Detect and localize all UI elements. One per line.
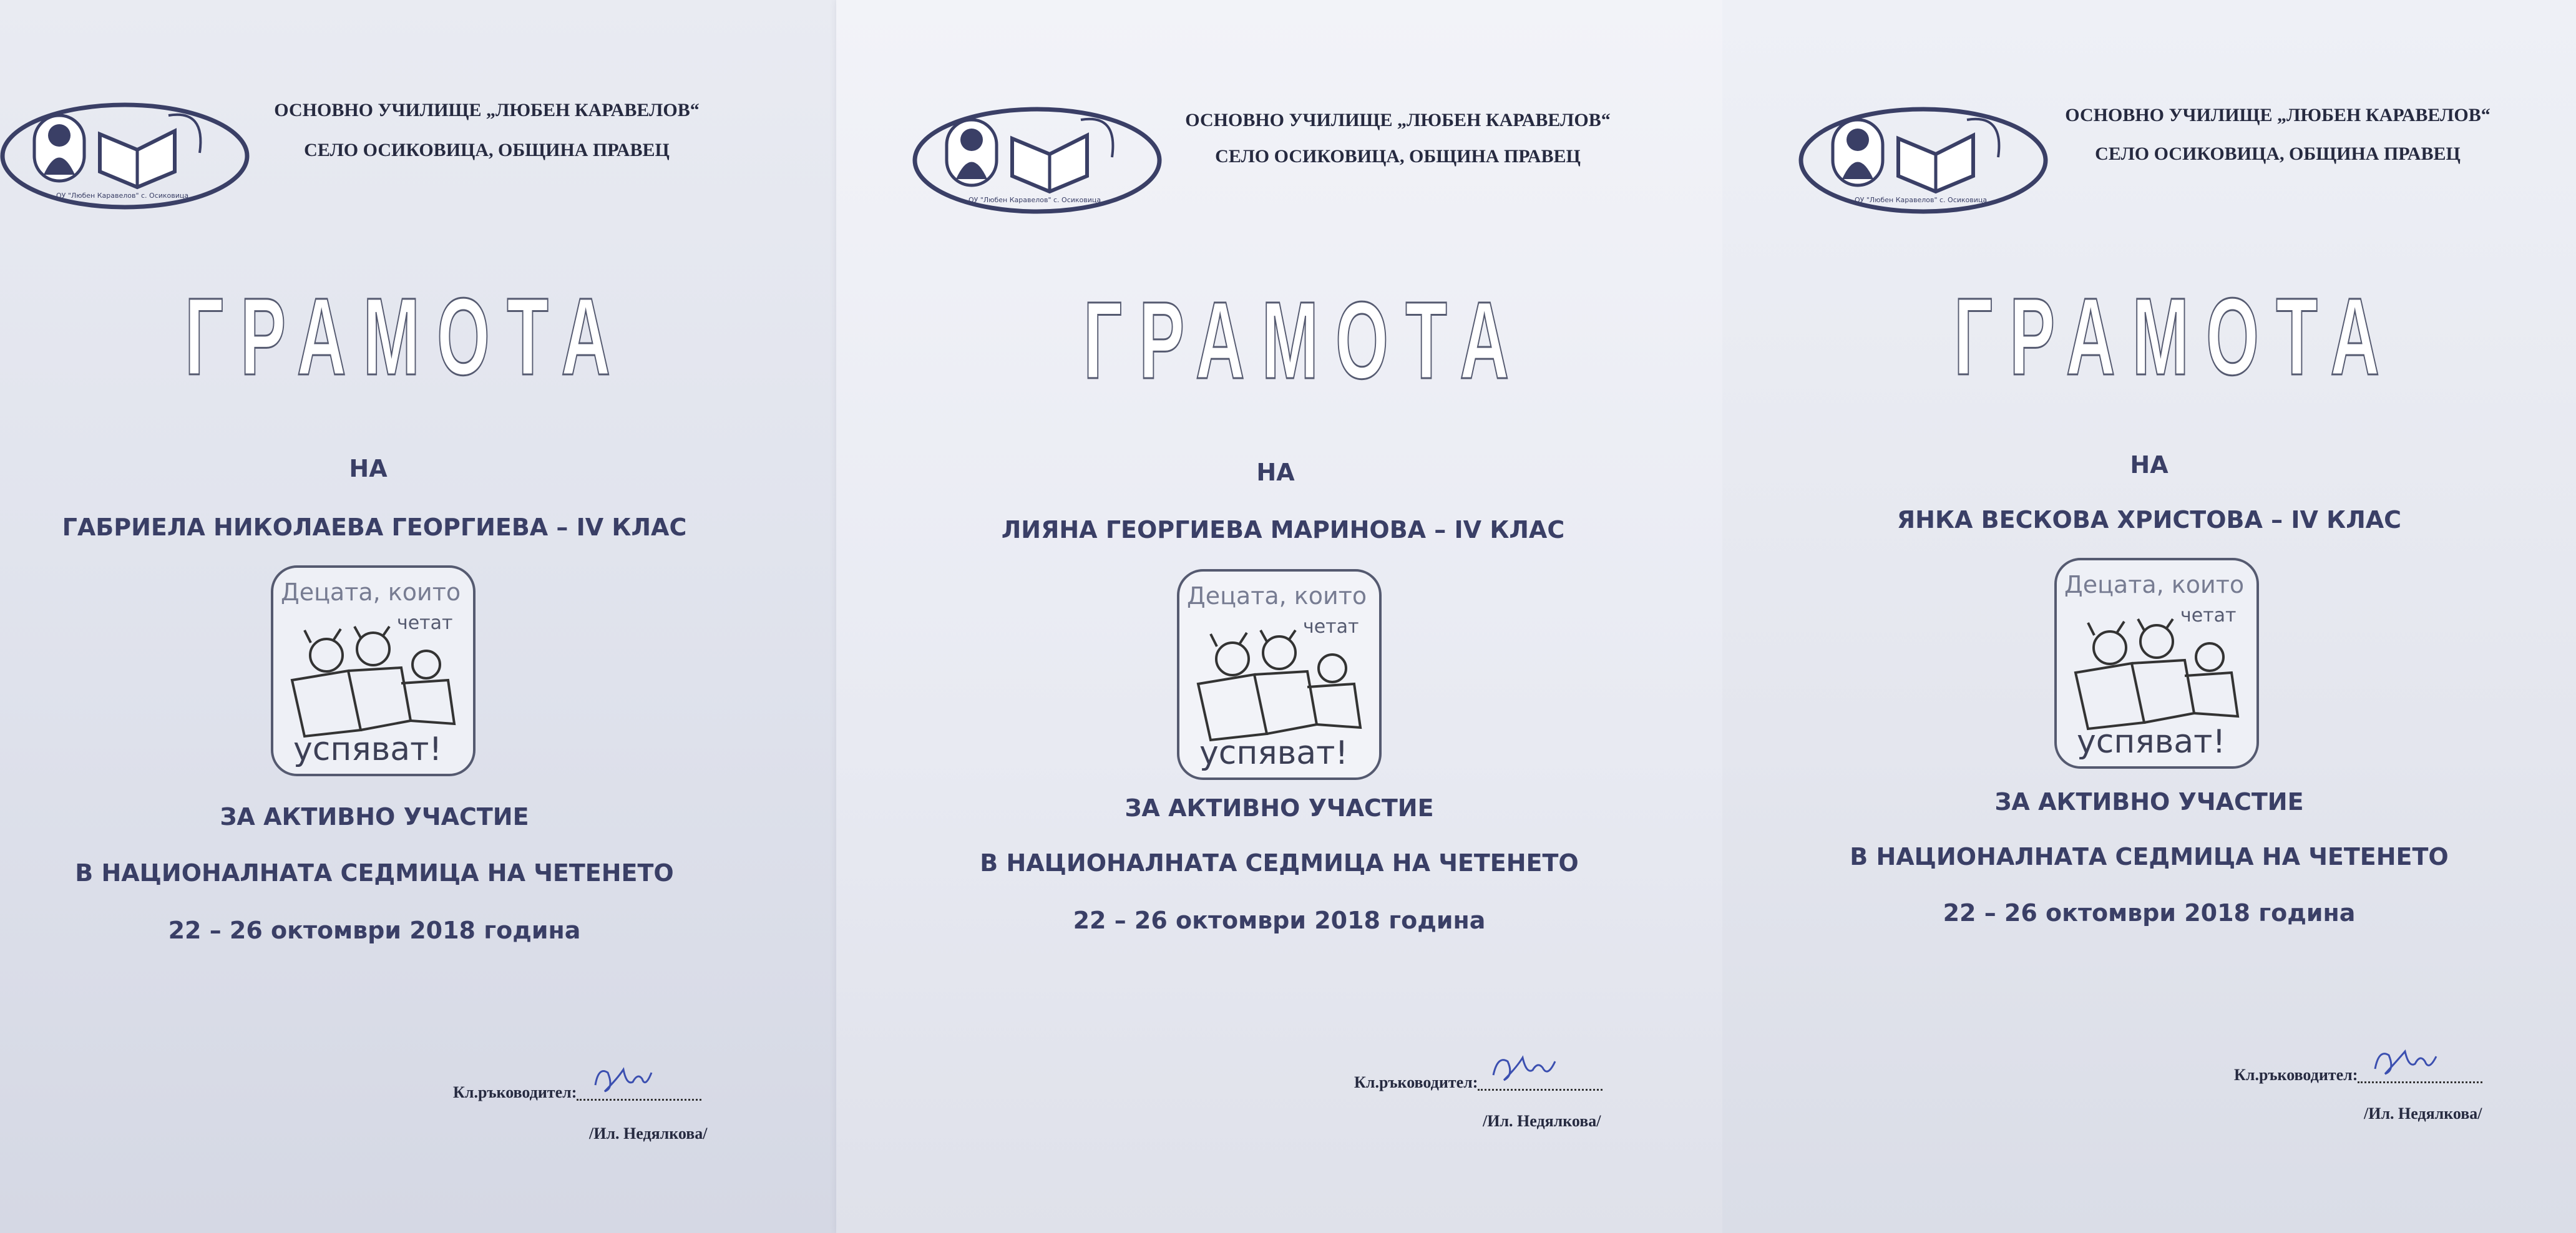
- reason-line-2: В НАЦИОНАЛНАТА СЕДМИЦА НА ЧЕТЕНЕТО: [980, 849, 1579, 877]
- reason-line-1: ЗА АКТИВНО УЧАСТИЕ: [1125, 794, 1434, 822]
- logo-caption: ОУ "Любен Каравелов" с. Осиковица: [968, 196, 1101, 204]
- reading-emblem: [267, 562, 479, 780]
- event-dates: 22 – 26 октомври 2018 година: [1073, 907, 1486, 934]
- reading-emblem: [1173, 565, 1385, 784]
- reading-emblem: [2051, 554, 2263, 772]
- certificate-title: ГРАМОТА: [185, 276, 628, 398]
- student-name: ЯНКА ВЕСКОВА ХРИСТОВА – IV КЛАС: [1896, 506, 2402, 534]
- signature-name: /Ил. Недялкова/: [589, 1124, 708, 1143]
- certificate-title: ГРАМОТА: [1083, 280, 1526, 402]
- reason-line-2: В НАЦИОНАЛНАТА СЕДМИЦА НА ЧЕТЕНЕТО: [75, 859, 674, 887]
- signature-label: Кл.ръководител:: [453, 1083, 577, 1101]
- signature-name: /Ил. Недялкова/: [1483, 1112, 1601, 1130]
- emblem-top-text: Децата, които: [1187, 582, 1367, 610]
- school-location: СЕЛО ОСИКОВИЦА, ОБЩИНА ПРАВЕЦ: [2095, 144, 2461, 164]
- signature-line: [2234, 1067, 2482, 1083]
- student-name: ЛИЯНА ГЕОРГИЕВА МАРИНОВА – IV КЛАС: [1001, 516, 1565, 543]
- signature-line: [453, 1084, 701, 1101]
- reason-line-1: ЗА АКТИВНО УЧАСТИЕ: [1994, 788, 2304, 816]
- event-dates: 22 – 26 октомври 2018 година: [168, 917, 581, 944]
- emblem-mid-text: четат: [2180, 605, 2237, 626]
- emblem-top-text: Децата, които: [2064, 571, 2245, 598]
- na-label: НА: [349, 455, 388, 482]
- school-name: ОСНОВНО УЧИЛИЩЕ „ЛЮБЕН КАРАВЕЛОВ“: [274, 100, 700, 120]
- school-logo: [0, 97, 250, 215]
- reason-line-2: В НАЦИОНАЛНАТА СЕДМИЦА НА ЧЕТЕНЕТО: [1850, 843, 2449, 870]
- signature-label: Кл.ръководител:: [1354, 1073, 1478, 1091]
- school-logo: [1798, 101, 2048, 220]
- emblem-bottom-text: успяват!: [1199, 734, 1349, 772]
- student-name: ГАБРИЕЛА НИКОЛАЕВА ГЕОРГИЕВА – IV КЛАС: [62, 514, 687, 541]
- certificate-3: [1722, 0, 2576, 1233]
- signature-dots: [577, 1085, 701, 1101]
- emblem-mid-text: четат: [1303, 616, 1359, 638]
- emblem-mid-text: четат: [397, 612, 453, 634]
- signature-label: Кл.ръководител:: [2234, 1066, 2358, 1084]
- signature-dots: [2358, 1068, 2482, 1083]
- emblem-top-text: Децата, които: [281, 578, 461, 606]
- na-label: НА: [1256, 459, 1295, 486]
- school-logo: [912, 101, 1162, 220]
- certificate-1: [0, 0, 836, 1233]
- handwritten-signature: [589, 1060, 658, 1098]
- logo-caption: ОУ "Любен Каравелов" с. Осиковица: [56, 192, 189, 200]
- reason-line-1: ЗА АКТИВНО УЧАСТИЕ: [220, 803, 529, 831]
- na-label: НА: [2130, 451, 2169, 479]
- signature-name: /Ил. Недялкова/: [2364, 1104, 2482, 1123]
- logo-caption: ОУ "Любен Каравелов" с. Осиковица: [1855, 196, 1988, 204]
- signature-line: [1354, 1075, 1603, 1091]
- handwritten-signature: [2370, 1043, 2439, 1080]
- emblem-bottom-text: успяват!: [2077, 723, 2226, 761]
- school-name: ОСНОВНО УЧИЛИЩЕ „ЛЮБЕН КАРАВЕЛОВ“: [2065, 105, 2491, 125]
- signature-dots: [1478, 1075, 1603, 1091]
- school-name: ОСНОВНО УЧИЛИЩЕ „ЛЮБЕН КАРАВЕЛОВ“: [1185, 110, 1611, 130]
- emblem-bottom-text: успяват!: [293, 731, 442, 768]
- handwritten-signature: [1490, 1050, 1559, 1088]
- school-location: СЕЛО ОСИКОВИЦА, ОБЩИНА ПРАВЕЦ: [1215, 146, 1581, 167]
- event-dates: 22 – 26 октомври 2018 година: [1943, 899, 2356, 927]
- certificate-2: [836, 0, 1722, 1233]
- certificate-title: ГРАМОТА: [1954, 276, 2397, 398]
- school-location: СЕЛО ОСИКОВИЦА, ОБЩИНА ПРАВЕЦ: [304, 140, 670, 160]
